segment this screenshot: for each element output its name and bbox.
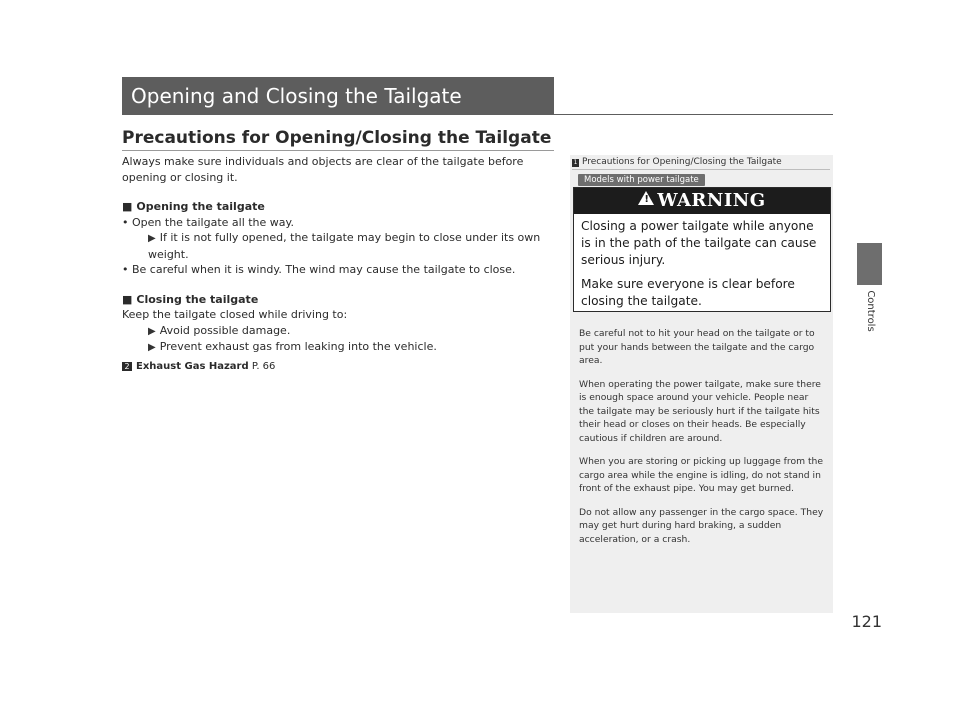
- closing-text: Keep the tailgate closed while driving to:: [122, 308, 348, 321]
- reference-icon: 2: [122, 362, 132, 371]
- bullet-icon: •: [122, 215, 132, 229]
- reference-page: P. 66: [251, 360, 276, 372]
- warning-label: WARNING: [657, 190, 766, 211]
- warning-header: [574, 188, 830, 214]
- note-paragraph: Do not allow any passenger in the cargo space. They may get hurt during hard braking, a sudden acceleration, or a crash.: [579, 506, 824, 545]
- chapter-label: Controls: [865, 290, 876, 332]
- closing-item-1: ▶ Avoid possible damage.: [148, 323, 291, 337]
- arrow-right-icon: ▶: [148, 342, 156, 353]
- notes-sidebar: [570, 155, 833, 613]
- main-content: [122, 154, 558, 374]
- section-title: Opening and Closing the Tailgate: [131, 84, 462, 108]
- warning-box: [573, 187, 831, 312]
- bullet-icon: •: [122, 263, 132, 276]
- opening-bullet-2: • Be careful when it is windy. The wind may cause the tailgate to close.: [122, 263, 516, 276]
- note-paragraph: Be careful not to hit your head on the tailgate or to put your hands between the tailgate and the cargo area.: [579, 328, 815, 366]
- note-paragraph: When operating the power tailgate, make sure there is enough space around your vehicle. People near the tailgate may be seriously hurt if the tailgate hits their head or closes on their heads. Be especially cautious if children are around.: [579, 378, 821, 444]
- cross-reference-link[interactable]: 2 Exhaust Gas Hazard P. 66: [122, 356, 558, 375]
- page-heading: Precautions for Opening/Closing the Tailgate: [122, 128, 552, 148]
- heading-divider: [122, 150, 554, 151]
- arrow-right-icon: ▶: [148, 233, 156, 244]
- section-title-bar: [122, 77, 554, 115]
- opening-sub-item: ▶ If it is not fully opened, the tailgate may begin to close under its own weight.: [148, 231, 541, 261]
- note-paragraph: When you are storing or picking up luggage from the cargo area while the engine is idling, do not stand in front of the exhaust pipe. You may get burned.: [579, 456, 824, 494]
- square-bullet-icon: ■: [122, 292, 133, 306]
- arrow-right-icon: ▶: [148, 325, 156, 337]
- model-tag: Models with power tailgate: [578, 174, 705, 186]
- section-rule: [554, 114, 833, 115]
- warning-text-2: Make sure everyone is clear before closing the tailgate.: [581, 277, 795, 308]
- note-icon: 1: [573, 159, 578, 166]
- warning-text-1: Closing a power tailgate while anyone is in the path of the tailgate can cause serious injury.: [581, 219, 817, 267]
- sidebar-title: 1 Precautions for Opening/Closing the Tailgate: [573, 157, 782, 167]
- warning-triangle-icon: !: [638, 191, 654, 205]
- notes-list: [579, 327, 825, 556]
- opening-heading: ■ Opening the tailgate: [122, 200, 265, 213]
- square-bullet-icon: ■: [122, 200, 133, 213]
- page-number: 121: [851, 612, 882, 631]
- opening-bullet-1: • Open the tailgate all the way.: [122, 215, 294, 229]
- intro-text: Always make sure individuals and objects are clear of the tailgate before opening or closing it.: [122, 155, 524, 184]
- closing-item-2: ▶ Prevent exhaust gas from leaking into the vehicle.: [148, 340, 437, 353]
- sidebar-divider: [572, 169, 830, 170]
- closing-heading: ■ Closing the tailgate: [122, 292, 259, 306]
- warning-body: [574, 214, 830, 310]
